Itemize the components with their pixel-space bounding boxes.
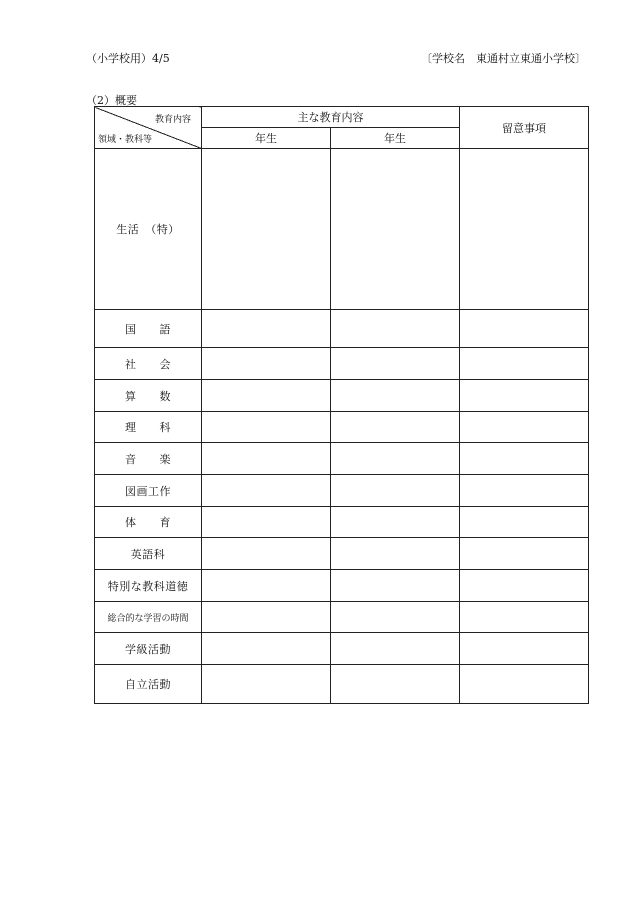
table-header-row: [95, 107, 589, 128]
table-row: [95, 570, 589, 602]
table-row: [95, 348, 589, 380]
input-cell[interactable]: [331, 538, 460, 570]
table-row: [95, 602, 589, 633]
input-cell[interactable]: [460, 149, 589, 310]
section-title: （2）概要: [86, 94, 137, 107]
subject-label: 総合的な学習の時間: [95, 602, 202, 633]
table-row: [95, 665, 589, 704]
input-cell[interactable]: [331, 412, 460, 443]
input-cell[interactable]: [202, 507, 331, 538]
input-cell[interactable]: [202, 149, 331, 310]
input-cell[interactable]: [460, 443, 589, 475]
notes-header: 留意事項: [460, 107, 589, 149]
corner-label-content: 教育内容: [154, 115, 191, 125]
input-cell[interactable]: [331, 310, 460, 348]
table-row: [95, 380, 589, 412]
input-cell[interactable]: [331, 348, 460, 380]
input-cell[interactable]: [202, 538, 331, 570]
input-cell[interactable]: [331, 507, 460, 538]
subject-label: 国 語: [95, 310, 202, 348]
main-content-header: 主な教育内容: [202, 107, 460, 128]
input-cell[interactable]: [460, 665, 589, 704]
subject-label: 図画工作: [95, 475, 202, 507]
input-cell[interactable]: [331, 443, 460, 475]
input-cell[interactable]: [331, 475, 460, 507]
input-cell[interactable]: [202, 443, 331, 475]
table-row: [95, 475, 589, 507]
subject-label: 社 会: [95, 348, 202, 380]
table-row: [95, 310, 589, 348]
input-cell[interactable]: [202, 475, 331, 507]
subject-label: 算 数: [95, 380, 202, 412]
input-cell[interactable]: [202, 348, 331, 380]
table-row: [95, 507, 589, 538]
subject-label: 学級活動: [95, 633, 202, 665]
input-cell[interactable]: [202, 570, 331, 602]
diagonal-corner-cell: [95, 107, 202, 149]
input-cell[interactable]: [460, 310, 589, 348]
input-cell[interactable]: [331, 602, 460, 633]
page-header: [86, 50, 586, 66]
input-cell[interactable]: [331, 380, 460, 412]
input-cell[interactable]: [460, 538, 589, 570]
input-cell[interactable]: [331, 570, 460, 602]
input-cell[interactable]: [202, 380, 331, 412]
input-cell[interactable]: [460, 412, 589, 443]
input-cell[interactable]: [202, 665, 331, 704]
input-cell[interactable]: [202, 602, 331, 633]
subject-label: 自立活動: [95, 665, 202, 704]
subject-label: 英語科: [95, 538, 202, 570]
subject-label: 特別な教科道徳: [95, 570, 202, 602]
input-cell[interactable]: [460, 570, 589, 602]
table-row: [95, 149, 589, 310]
input-cell[interactable]: [202, 412, 331, 443]
input-cell[interactable]: [460, 602, 589, 633]
input-cell[interactable]: [202, 310, 331, 348]
input-cell[interactable]: [331, 149, 460, 310]
table-row: [95, 538, 589, 570]
subject-label: 体 育: [95, 507, 202, 538]
input-cell[interactable]: [460, 380, 589, 412]
input-cell[interactable]: [331, 665, 460, 704]
input-cell[interactable]: [331, 633, 460, 665]
input-cell[interactable]: [460, 633, 589, 665]
grade-header-1: 年生: [202, 128, 331, 149]
table-row: [95, 633, 589, 665]
subject-label: 生活 （特）: [95, 149, 202, 310]
table-row: [95, 412, 589, 443]
page-label: （小学校用）4/5: [86, 52, 170, 65]
school-name: 〔学校名 東通村立東通小学校〕: [421, 52, 586, 65]
input-cell[interactable]: [202, 633, 331, 665]
table-row: [95, 443, 589, 475]
subject-label: 音 楽: [95, 443, 202, 475]
input-cell[interactable]: [460, 348, 589, 380]
grade-header-2: 年生: [331, 128, 460, 149]
overview-table: [94, 106, 589, 704]
subject-label: 理 科: [95, 412, 202, 443]
input-cell[interactable]: [460, 475, 589, 507]
corner-label-subject: 領域・教科等: [98, 135, 153, 145]
input-cell[interactable]: [460, 507, 589, 538]
